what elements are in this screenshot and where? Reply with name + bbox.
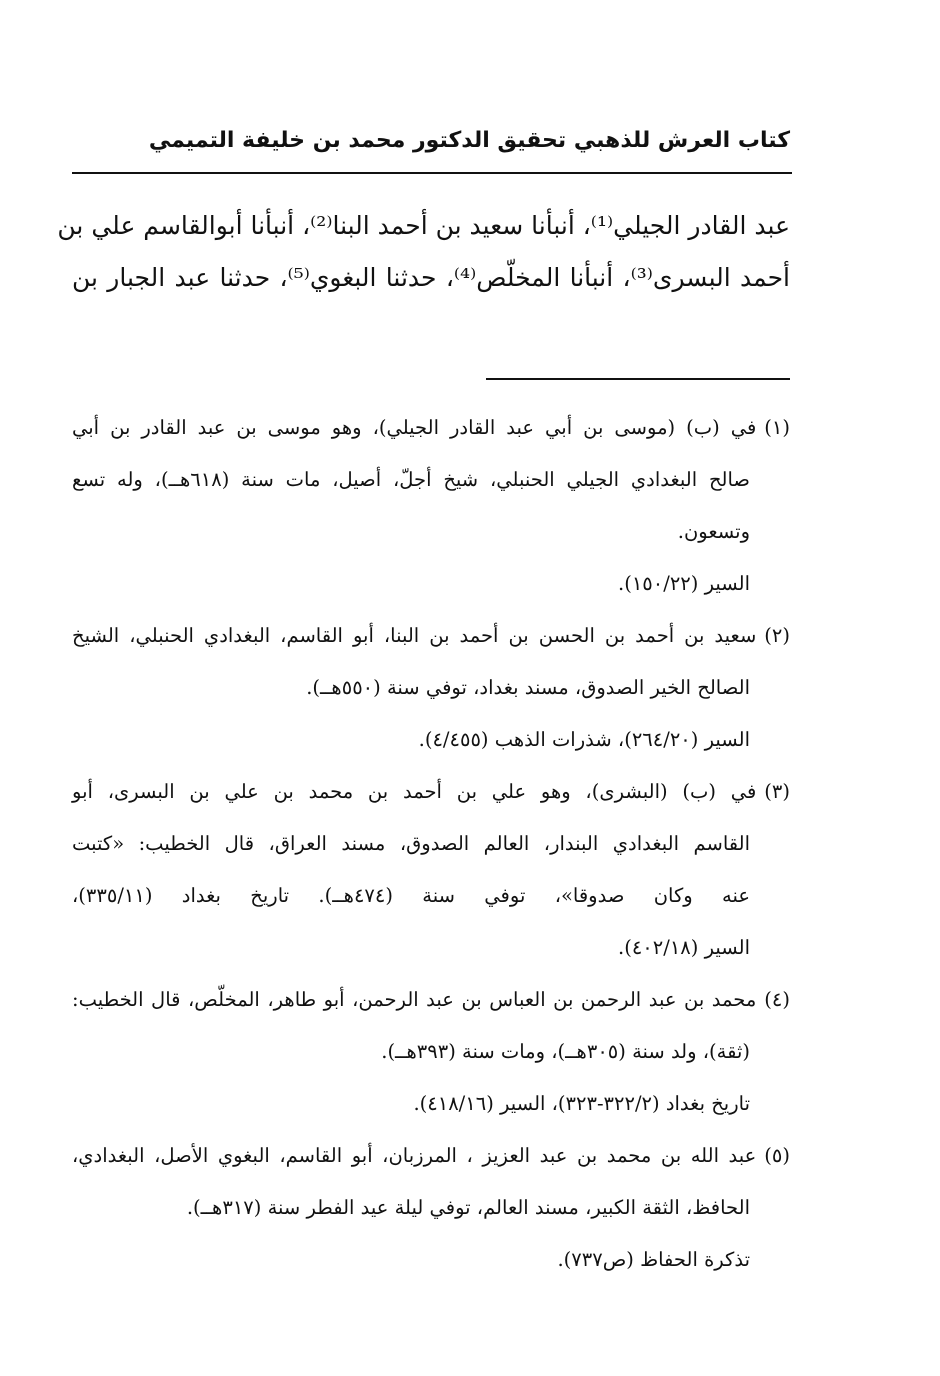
footnote-5 [72, 1130, 790, 1286]
footnote-4 [72, 974, 790, 1130]
footnote-line: عنه وكان صدوقا»، توفي سنة (٤٧٤هــ). تاريخ بغداد (٣٣٥/١١)، [72, 884, 750, 907]
footnote-line [72, 610, 790, 662]
footnote-line [72, 1130, 790, 1182]
footnote-number: (٢) [764, 624, 790, 647]
footnote-number: (٥) [764, 1144, 790, 1167]
footnote-number: (٤) [764, 988, 790, 1011]
footnote-text: عبد الله بن محمد بن عبد العزيز ، المرزبان، أبو القاسم، البغوي الأصل، البغدادي، [72, 1144, 757, 1167]
footnote-line: تذكرة الحفاظ (ص٧٣٧). [557, 1248, 750, 1271]
footnote-line [72, 974, 790, 1026]
main-text-line: عبد القادر الجيلي⁽¹⁾، أنبأنا سعيد بن أحمد البنا⁽²⁾، أنبأنا أبوالقاسم علي بن [57, 211, 790, 240]
footnote-line: القاسم البغدادي البندار، العالم الصدوق، مسند العراق، قال الخطيب: «كتبت [72, 832, 750, 855]
main-text [57, 200, 790, 304]
footnote-text: محمد بن عبد الرحمن بن العباس بن عبد الرحمن، أبو طاهر، المخلّص، قال الخطيب: [72, 988, 757, 1011]
footnote-2 [72, 610, 790, 766]
footnote-text: في (ب) (البشرى)، وهو علي بن أحمد بن محمد بن علي بن البسرى، أبو [72, 780, 757, 803]
running-title: كتاب العرش للذهبي تحقيق الدكتور محمد بن خليفة التميمي [148, 128, 790, 153]
footnote-line: تاريخ بغداد (٣٢٢/٢-٣٢٣)، السير (٤١٨/١٦). [413, 1092, 750, 1115]
footnote-line: السير (٢٦٤/٢٠)، شذرات الذهب (٤/٤٥٥). [418, 728, 750, 751]
footnote-line [72, 766, 790, 818]
footnote-line: السير (٤٠٢/١٨). [618, 936, 750, 959]
footnote-line: السير (١٥٠/٢٢). [618, 572, 750, 595]
footnote-text: في (ب) (موسى بن أبي عبد القادر الجيلي)، وهو موسى بن عبد القادر بن أبي [72, 416, 757, 439]
footnote-line: الحافظ، الثقة الكبير، مسند العالم، توفي ليلة عيد الفطر سنة (٣١٧هــ). [186, 1196, 750, 1219]
footnotes [72, 402, 790, 1286]
running-header [72, 122, 790, 168]
footnote-line: وتسعون. [677, 520, 750, 543]
footnote-line [72, 402, 790, 454]
footnote-number: (٣) [764, 780, 790, 803]
footnote-line: (ثقة)، ولد سنة (٣٠٥هــ)، ومات سنة (٣٩٣هــ). [381, 1040, 750, 1063]
header-rule [72, 172, 792, 174]
footnote-rule [486, 378, 790, 380]
footnote-3 [72, 766, 790, 974]
footnote-line: الصالح الخير الصدوق، مسند بغداد، توفي سنة (٥٥٠هــ). [306, 676, 750, 699]
page-number [0, 122, 62, 155]
main-text-line: أحمد البسرى⁽³⁾، أنبأنا المخلّص⁽⁴⁾، حدثنا البغوي⁽⁵⁾، حدثنا عبد الجبار بن [72, 263, 790, 292]
footnote-1 [72, 402, 790, 610]
footnote-text: سعيد بن أحمد بن الحسن بن أحمد بن البنا، أبو القاسم، البغدادي الحنبلي، الشيخ [72, 624, 757, 647]
footnote-number: (١) [764, 416, 790, 439]
footnote-line: صالح البغدادي الجيلي الحنبلي، شيخ أجلّ، أصيل، مات سنة (٦١٨هــ)، وله تسع [72, 468, 750, 491]
